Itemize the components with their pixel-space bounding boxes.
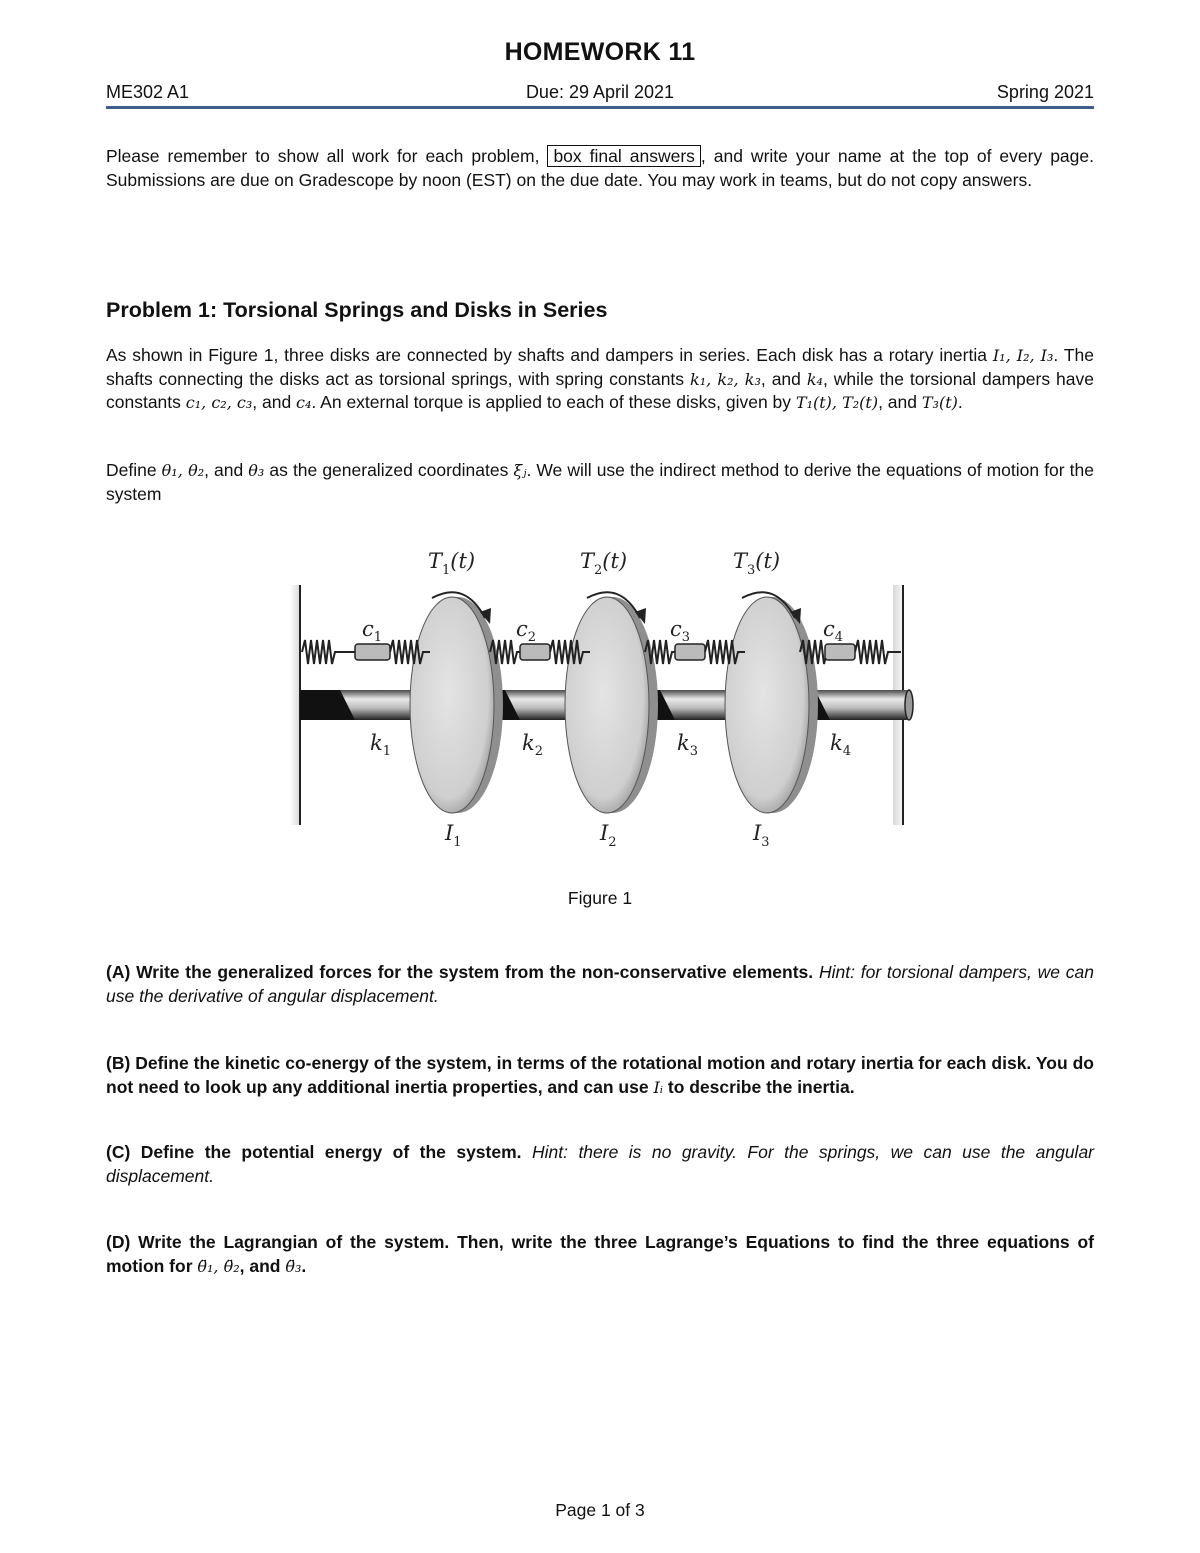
- header-rule: [106, 106, 1094, 109]
- part-b: [106, 1052, 1094, 1099]
- desc-text: , and: [760, 368, 807, 389]
- term: Spring 2021: [996, 82, 1094, 102]
- page-number: Page 1 of 3: [555, 1500, 645, 1520]
- shaft-4-end: [905, 690, 913, 720]
- part-d-end: .: [301, 1255, 307, 1276]
- math-damper-4: c₄: [296, 393, 312, 412]
- math-torques: T₁(t), T₂(t): [795, 393, 879, 412]
- part-b-prompt: (B) Define the kinetic co-energy of the system, in terms of the rotational motion and rotary inertia for each disk. You do not need to look up any additional inertia properties, and can use: [106, 1053, 1094, 1097]
- due-date: Due: 29 April 2021: [525, 82, 675, 102]
- label-k4: $k_4$: [830, 731, 852, 759]
- label-I2: $I_2$: [600, 821, 617, 850]
- label-c3: $c_3$: [670, 617, 691, 645]
- spring-c1-left: [302, 640, 355, 664]
- math-springs: k₁, k₂, k₃: [690, 369, 761, 389]
- math-dampers: c₁, c₂, c₃: [185, 393, 253, 412]
- label-I3: $I_3$: [753, 821, 770, 850]
- coord-text: , and: [204, 460, 249, 480]
- desc-text: . The shafts connecting the disks act as torsional springs, with spring constants: [106, 345, 1094, 389]
- part-c-hint: Hint: there is no gravity. For the springs, we can use the angular displacement.: [106, 1142, 1094, 1186]
- coord-text: . We will use the indirect method to derive the equations of motion for the system: [106, 460, 1094, 504]
- intro-text-1: Please remember to show all work for each problem,: [106, 146, 548, 166]
- part-d-prompt: (D) Write the Lagrangian of the system. Then, write the three Lagrange’s Equations to find the three equations of motion for: [106, 1232, 1094, 1276]
- math-theta3-ddot: θ̈₃: [285, 1256, 302, 1276]
- label-c1: $c_1$: [362, 617, 383, 645]
- disk-2: [565, 597, 649, 813]
- part-c: [106, 1141, 1094, 1188]
- boxed-note: box final answers: [547, 145, 700, 167]
- damper-c3: [675, 644, 705, 660]
- desc-text: .: [957, 392, 963, 412]
- coord-text: Define: [106, 460, 162, 480]
- label-c4: $c_4$: [823, 617, 844, 645]
- disk-1: [410, 597, 494, 813]
- math-torque-3: T₃(t): [921, 393, 958, 412]
- label-T3: $T_3(t)$: [733, 549, 781, 578]
- part-a: [106, 961, 1094, 1008]
- math-xi: ξⱼ: [513, 461, 527, 480]
- desc-text: As shown in Figure 1, three disks are connected by shafts and dampers in series. Each disk has a rotary inertia: [106, 345, 993, 365]
- intro-text-2: , and write your name at the top of every page. Submissions are due on Gradescope by noon (EST) on the due date. You may work in teams, but do not copy answers.: [106, 146, 1094, 190]
- label-k3: $k_3$: [677, 731, 699, 759]
- math-inertias: I₁, I₂, I₃: [992, 346, 1054, 365]
- math-theta-3: θ₃: [248, 461, 265, 480]
- math-inertia-i: Iᵢ: [653, 1077, 663, 1097]
- part-a-hint: Hint: for torsional dampers, we can use the derivative of angular displacement.: [106, 962, 1094, 1006]
- label-k1: $k_1$: [370, 731, 392, 759]
- desc-text: . An external torque is applied to each of these disks, given by: [311, 392, 796, 412]
- damper-c1: [355, 644, 390, 660]
- math-thetas: θ₁, θ₂: [161, 461, 205, 480]
- label-I1: $I_1$: [445, 821, 462, 850]
- damper-c2: [520, 644, 550, 660]
- coordinates-paragraph: [106, 459, 1094, 506]
- part-c-prompt: (C) Define the potential energy of the system.: [106, 1142, 522, 1162]
- desc-text: , and: [878, 392, 922, 412]
- math-spring-4: k₄: [806, 369, 823, 389]
- label-k2: $k_2$: [522, 731, 544, 759]
- intro-paragraph: [106, 145, 1094, 192]
- problem-title: Problem 1: Torsional Springs and Disks in Series: [106, 298, 608, 322]
- coord-text: as the generalized coordinates: [264, 460, 514, 480]
- desc-text: , while the torsional dampers have constants: [106, 368, 1095, 412]
- label-c2: $c_2$: [516, 617, 537, 645]
- part-d-and: , and: [239, 1255, 286, 1276]
- left-wall-shade: [290, 585, 300, 825]
- desc-text: , and: [252, 392, 297, 412]
- page-title: HOMEWORK 11: [504, 38, 696, 66]
- problem-description: [106, 344, 1094, 415]
- damper-c4: [825, 644, 855, 660]
- course-code: ME302 A1: [106, 82, 190, 102]
- figure-caption: Figure 1: [567, 888, 633, 908]
- part-b-prompt-end: to describe the inertia.: [663, 1076, 855, 1097]
- figure-1-diagram: [290, 540, 915, 860]
- label-T2: $T_2(t)$: [580, 549, 628, 578]
- part-a-prompt: (A) Write the generalized forces for the system from the non-conservative elements.: [106, 962, 814, 982]
- math-theta-ddots: θ̈₁, θ̈₂: [197, 1256, 240, 1276]
- part-d: [106, 1231, 1094, 1278]
- label-T1: $T_1(t)$: [428, 549, 476, 578]
- disk-3: [725, 597, 809, 813]
